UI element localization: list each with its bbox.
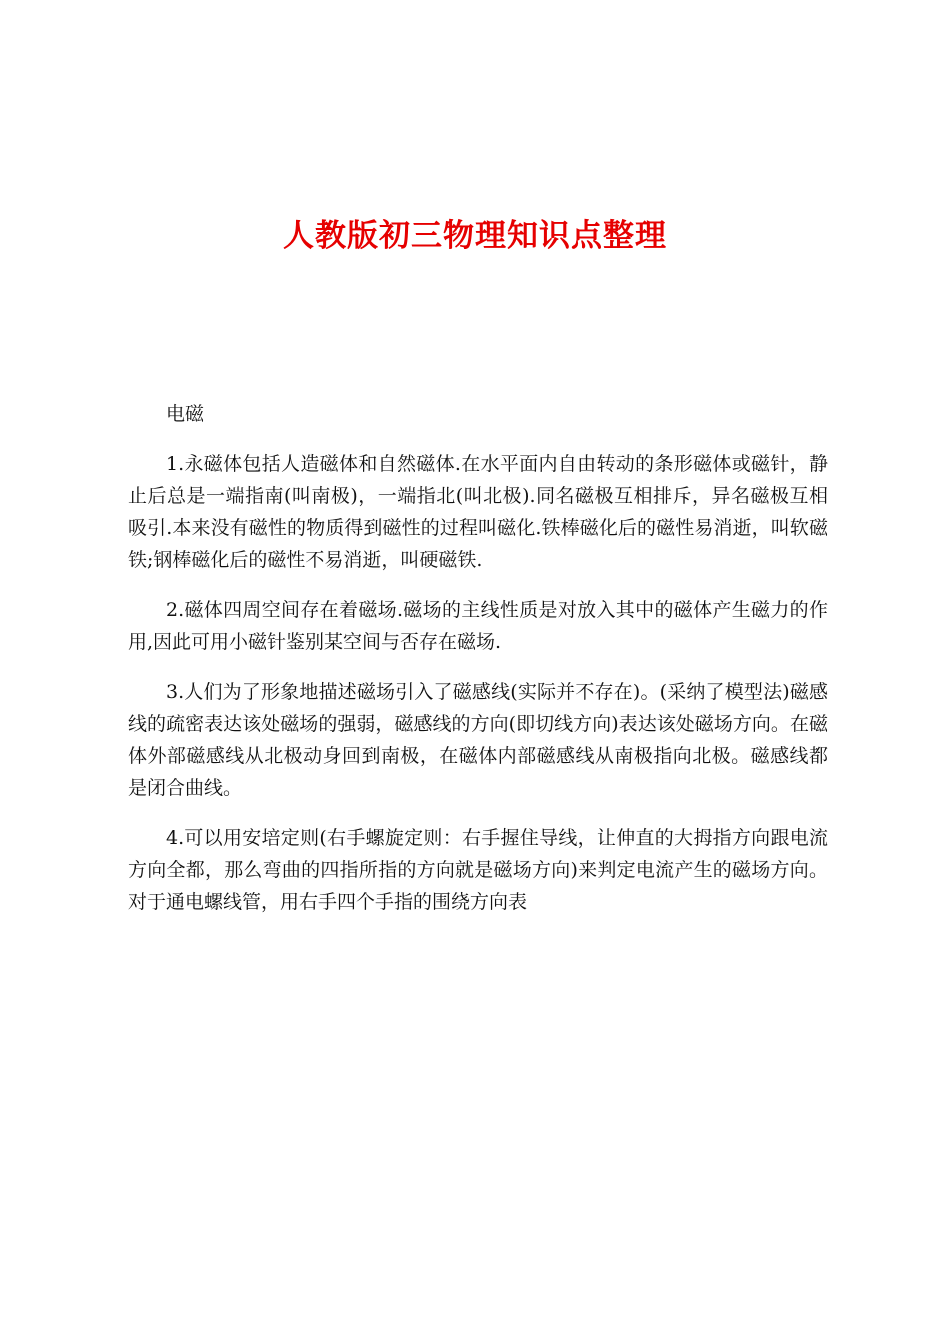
section-heading: 电磁 bbox=[166, 403, 205, 425]
paragraph-1: 1.永磁体包括人造磁体和自然磁体.在水平面内自由转动的条形磁体或磁针，静止后总是一端指南(叫南极)，一端指北(叫北极).同名磁极互相排斥，异名磁极互相吸引.本来没有磁性的物质得到磁性的过程叫磁化.铁棒磁化后的磁性易消逝，叫软磁铁;钢棒磁化后的磁性不易消逝，叫硬磁铁. bbox=[128, 453, 828, 571]
document-title: 人教版初三物理知识点整理 bbox=[283, 218, 667, 254]
paragraph-3: 3.人们为了形象地描述磁场引入了磁感线(实际并不存在)。(采纳了模型法)磁感线的疏密表达该处磁场的强弱，磁感线的方向(即切线方向)表达该处磁场方向。在磁体外部磁感线从北极动身回到南极，在磁体内部磁感线从南极指向北极。磁感线都是闭合曲线。 bbox=[128, 681, 828, 799]
document-body bbox=[128, 398, 828, 936]
paragraph-4: 4.可以用安培定则(右手螺旋定则：右手握住导线，让伸直的大拇指方向跟电流方向全都，那么弯曲的四指所指的方向就是磁场方向)来判定电流产生的磁场方向。对于通电螺线管，用右手四个手指的围绕方向表 bbox=[128, 827, 828, 913]
paragraph-2: 2.磁体四周空间存在着磁场.磁场的主线性质是对放入其中的磁体产生磁力的作用,因此可用小磁针鉴别某空间与否存在磁场. bbox=[128, 599, 828, 653]
